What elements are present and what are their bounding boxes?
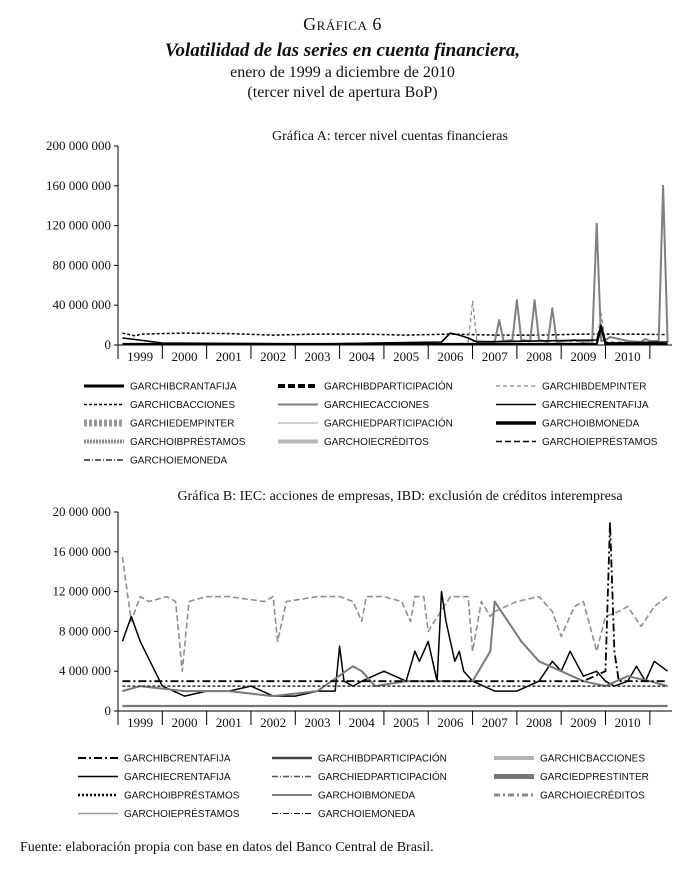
chart-b-legend-label-garciedprestinter: GARCIEDPRESTINTER [540, 772, 649, 783]
chart-b-xtick-label: 2007 [481, 715, 508, 730]
chart-a-legend-label-garchibdempinter: GARCHIBDEMPINTER [542, 381, 647, 393]
chart-a-legend-label-garchiecrentafija: GARCHIECRENTAFIJA [542, 400, 649, 411]
chart-a-xtick-label: 2007 [481, 349, 508, 364]
chart-b-xtick-label: 2000 [171, 715, 198, 730]
chart-b [0, 480, 685, 835]
chart-a-ytick-label: 40 000 000 [52, 297, 111, 313]
chart-b-xtick-label: 2008 [526, 715, 553, 730]
chart-b-xtick-label: 1999 [127, 715, 154, 730]
chart-b-series-garchoieprestamos [122, 557, 667, 671]
chart-b-xtick-label: 2002 [260, 715, 287, 730]
figure-subtitle-scope: (tercer nivel de apertura BoP) [247, 84, 438, 101]
chart-a [0, 120, 685, 467]
chart-b-legend-label-garchicbacciones: GARCHICBACCIONES [540, 753, 646, 765]
chart-b-legend-label-garchiecrentafija: GARCHIECRENTAFIJA [124, 772, 231, 783]
chart-a-xtick-label: 1999 [127, 349, 154, 364]
chart-b-series-garchibcrentafija [122, 522, 667, 681]
chart-b-ytick-label: 0 [104, 703, 111, 718]
chart-a-ytick-label: 160 000 000 [46, 177, 111, 193]
chart-a-legend-label-garchicbacciones: GARCHICBACCIONES [130, 400, 236, 411]
chart-a-ytick-label: 120 000 000 [46, 217, 111, 233]
chart-b-xtick-label: 2003 [304, 715, 331, 730]
figure-label: Gráfica 6 [303, 14, 382, 34]
chart-a-xtick-label: 2008 [526, 349, 553, 364]
chart-b-xtick-label: 2006 [437, 715, 464, 730]
chart-a-legend-label-garchoiemoneda: GARCHOIEMONEDA [130, 455, 228, 467]
chart-b-legend-label-garchoiecreditos: GARCHOIECRÉDITOS [540, 790, 645, 802]
source-note: Fuente: elaboración propia con base en datos del Banco Central de Brasil. [20, 840, 434, 855]
chart-a-xtick-label: 2003 [304, 349, 331, 364]
chart-b-legend-label-garchoiemoneda: GARCHOIEMONEDA [318, 809, 416, 820]
figure-title: Volatilidad de las series en cuenta financiera, [164, 40, 521, 61]
chart-b-ytick-label: 12 000 000 [52, 583, 111, 599]
chart-a-title: Gráfica A: tercer nivel cuentas financieras [272, 129, 508, 144]
chart-b-legend-label-garchiedparticipacion: GARCHIEDPARTICIPACIÓN [318, 772, 447, 783]
chart-a-legend-label-garchiecacciones: GARCHIECACCIONES [324, 400, 430, 411]
chart-a-series-garchiecacciones [473, 186, 668, 342]
chart-a-legend-label-garchoieprestamos: GARCHOIEPRÉSTAMOS [542, 437, 658, 448]
chart-a-legend-label-garchiedparticipacion: GARCHIEDPARTICIPACIÓN [324, 418, 453, 430]
chart-a-xtick-label: 2001 [215, 349, 242, 364]
chart-b-ytick-label: 4 000 000 [59, 663, 111, 679]
chart-a-xtick-label: 2010 [614, 349, 641, 364]
chart-a-xtick-label: 2005 [393, 349, 420, 364]
chart-b-xtick-label: 2009 [570, 715, 597, 730]
chart-b-legend-label-garchoibmoneda: GARCHOIBMONEDA [318, 790, 416, 802]
chart-b-legend-label-garchibdparticipacion: GARCHIBDPARTICIPACIÓN [318, 753, 447, 765]
chart-b-xtick-label: 2001 [215, 715, 242, 730]
chart-b-xtick-label: 2004 [348, 715, 375, 730]
chart-a-legend-label-garchoibmoneda: GARCHOIBMONEDA [542, 418, 640, 430]
chart-b-legend-label-garchoibprestamos: GARCHOIBPRÉSTAMOS [124, 790, 240, 802]
chart-a-xtick-label: 2009 [570, 349, 597, 364]
chart-b-ytick-label: 20 000 000 [52, 504, 111, 519]
chart-b-ytick-label: 16 000 000 [52, 543, 111, 559]
chart-a-ytick-label: 0 [104, 337, 111, 352]
chart-a-series-garchicbacciones [122, 333, 667, 336]
chart-a-legend-label-garchiedempinter: GARCHIEDEMPINTER [130, 418, 235, 430]
chart-b-xtick-label: 2005 [393, 715, 420, 730]
chart-a-xtick-label: 2002 [260, 349, 287, 364]
chart-b-xtick-label: 2010 [614, 715, 641, 730]
chart-a-xtick-label: 2004 [348, 349, 375, 364]
chart-a-ytick-label: 80 000 000 [52, 257, 111, 273]
chart-b-legend-label-garchoieprestamos: GARCHOIEPRÉSTAMOS [124, 809, 240, 820]
chart-a-legend-label-garchoibprestamos: GARCHOIBPRÉSTAMOS [130, 437, 246, 448]
figure-subtitle-dates: enero de 1999 a diciembre de 2010 [230, 64, 455, 81]
chart-a-xtick-label: 2006 [437, 349, 464, 364]
chart-a-ytick-label: 200 000 000 [46, 138, 111, 153]
chart-a-legend-label-garchibcrantafija: GARCHIBCRANTAFIJA [130, 381, 237, 393]
chart-a-legend-label-garchibdparticipacion: GARCHIBDPARTICIPACIÓN [324, 381, 453, 393]
chart-b-title: Gráfica B: IEC: acciones de empresas, IBD: exclusión de créditos interempresa [177, 489, 623, 504]
chart-a-xtick-label: 2000 [171, 349, 198, 364]
chart-a-axes [118, 146, 672, 345]
chart-b-ytick-label: 8 000 000 [59, 623, 111, 639]
chart-b-legend-label-garchibcrentafija: GARCHIBCRENTAFIJA [124, 753, 231, 765]
chart-a-legend-label-garchoiecreditos: GARCHOIECRÉDITOS [324, 437, 429, 448]
